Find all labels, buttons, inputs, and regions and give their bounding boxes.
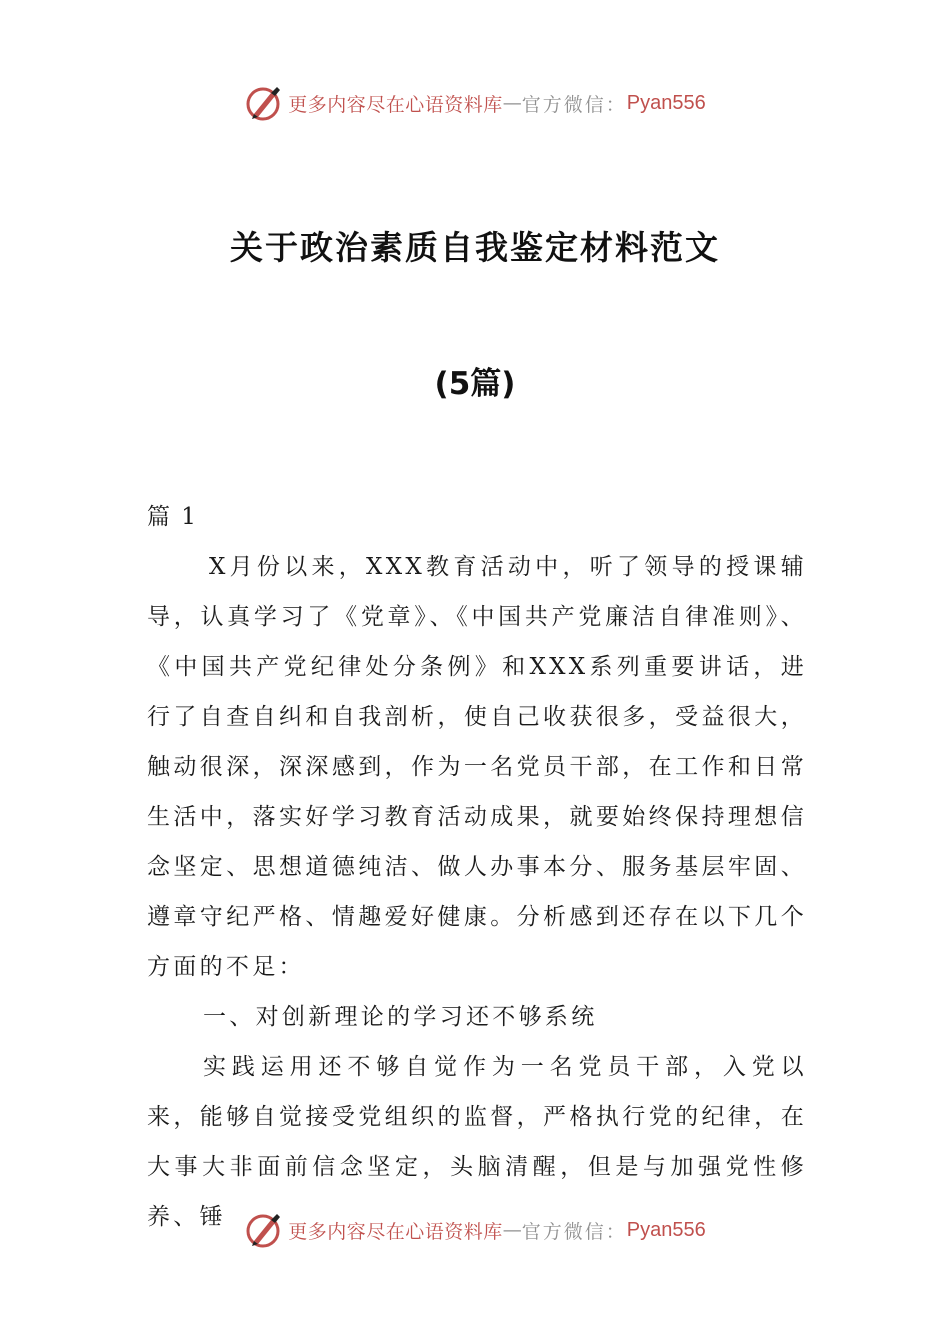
paragraph: 实践运用还不够自觉作为一名党员干部，入党以来，能够自觉接受党组织的监督，严格执行党的纪律，在大事大非面前信念坚定，头脑清醒，但是与加强党性修养、锤: [147, 1054, 807, 1230]
watermark-wechat-id: Pyan556: [626, 1218, 706, 1241]
pen-logo-icon: [244, 83, 284, 123]
paragraph: X月份以来，XXX教育活动中，听了领导的授课辅导，认真学习了《党章》、《中国共产党廉洁自律准则》、《中国共产党纪律处分条例》和XXX系列重要讲话，进行了自查自纠和自我剖析，使自己收获很多，受益很大，触动很深，深深感到，作为一名党员干部，在工作和日常生活中，落实好学习教育活动成果，就要始终保持理想信念坚定、思想道德纯洁、做人办事本分、服务基层牢固、遵章守纪严格、情趣爱好健康。分析感到还存在以下几个方面的不足：: [147, 554, 807, 980]
watermark-label: 官方微信：: [521, 93, 627, 116]
watermark-text: 更多内容尽在心语资料库: [288, 1220, 503, 1243]
watermark-footer: [0, 1208, 950, 1252]
watermark-label: 官方微信：: [521, 1220, 627, 1243]
section-label: 篇 1: [147, 504, 198, 530]
document-body: [147, 492, 807, 1242]
watermark-separator: —: [502, 1219, 522, 1241]
watermark-wechat-id: Pyan556: [626, 91, 706, 114]
watermark-header: [0, 81, 950, 125]
section-heading: 一、对创新理论的学习还不够系统: [203, 1004, 598, 1030]
document-title: 关于政治素质自我鉴定材料范文: [230, 228, 720, 267]
document-subtitle: (5篇): [434, 366, 516, 402]
watermark-separator: —: [502, 92, 522, 114]
watermark-text: 更多内容尽在心语资料库: [288, 93, 503, 116]
pen-logo-icon: [244, 1210, 284, 1250]
